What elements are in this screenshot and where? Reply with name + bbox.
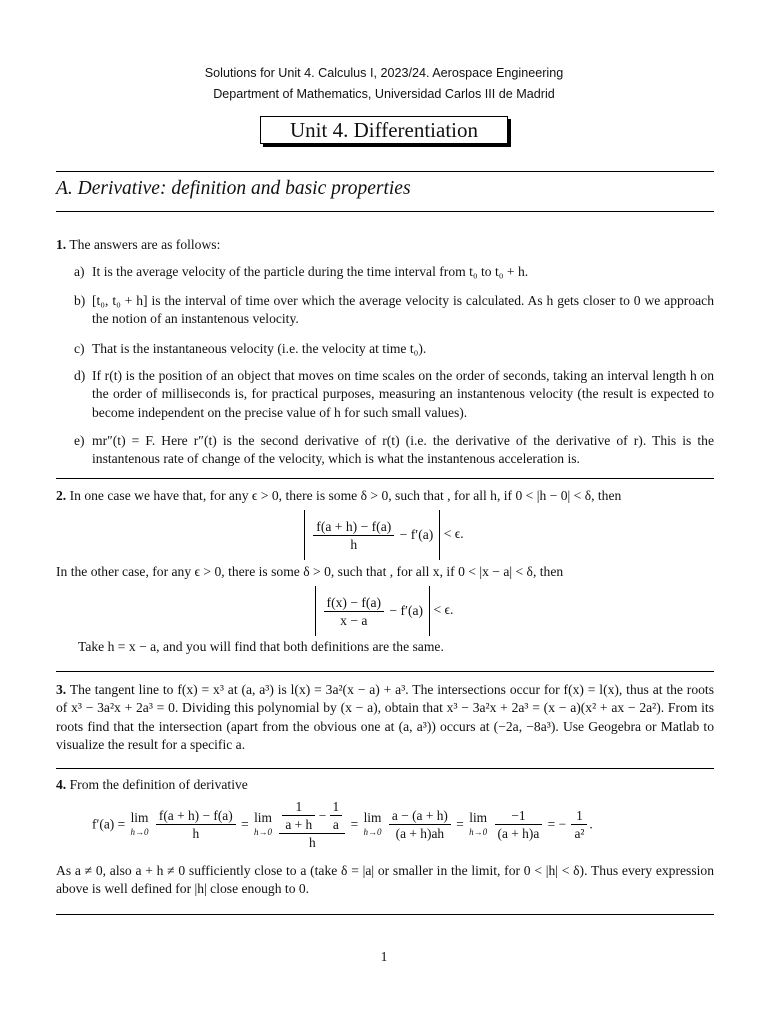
equals: = (241, 816, 249, 832)
denominator: (a + h)ah (395, 826, 445, 841)
fraction (282, 798, 315, 833)
denominator: h (308, 835, 316, 850)
numerator: f(a + h) − f(a) (156, 807, 236, 825)
q4-outro: As a ≠ 0, also a + h ≠ 0 sufficiently close to a (take δ = |a| or smaller in the limit, for 0 < |h| < δ). Thus every expression above is well defined for |h| close enough to 0. (56, 863, 714, 897)
limit (364, 811, 382, 839)
fraction (330, 798, 343, 833)
lim-text: lim (254, 809, 272, 825)
numerator (279, 798, 345, 834)
q4-equation: f′(a) = lim h→0 $\frac{f(a + h) - f(a)}{h}$ = lim h→0 $\frac{1}{a + h}$ − $\frac{1}{a}$ h = lim h→0 $\frac{a - (a + h)}{(a + h)ah}$ = lim h→0 $\frac{-1}{(a + h)a}$ = − $\frac{1}{\text{a²}}$ . (92, 799, 593, 850)
fraction (389, 807, 451, 842)
q4-intro (56, 776, 714, 794)
fraction (324, 594, 384, 629)
q1-item-d (74, 367, 714, 422)
denominator: a² (574, 826, 585, 841)
item-text: [t₀, t₀ + h] is the interval of time over which the average velocity is calculated. As h gets closer to 0 we approach the notion of an instantenous velocity. (92, 293, 714, 327)
eq-end: < ϵ. (433, 602, 454, 618)
abs-value (315, 586, 431, 636)
q2-equation-2 (0, 586, 768, 636)
q1-item-b (74, 292, 714, 329)
q4-intro-text: From the definition of derivative (69, 777, 248, 792)
denominator: h (350, 537, 358, 553)
q4-number: 4. (56, 777, 67, 792)
numerator: a − (a + h) (389, 807, 451, 825)
compound-fraction (279, 798, 345, 851)
header-line-1: Solutions for Unit 4. Calculus I, 2023/24. Aerospace Engineering (204, 66, 564, 80)
q3-number: 3. (56, 682, 67, 697)
numerator: 1 (571, 807, 587, 825)
lim-subscript: h→0 (469, 826, 488, 837)
limit (469, 811, 487, 839)
item-label: c) (74, 341, 85, 356)
eq-lhs: f′(a) = (92, 816, 126, 832)
result-prefix: = − (547, 816, 567, 832)
denominator: a + h (285, 817, 313, 832)
fraction (313, 518, 394, 553)
divider (56, 768, 714, 769)
divider (56, 171, 714, 172)
divider (56, 478, 714, 479)
fraction (495, 807, 543, 842)
page-header (0, 63, 768, 105)
item-label: d) (74, 368, 86, 383)
q3-text: The tangent line to f(x) = x³ at (a, a³) is l(x) = 3a²(x − a) + a³. The intersections occur for f(x) = l(x), thus at the roots of x³ − 3a²x + 2a³ = 0. Dividing this polynomial by (x − a), obtain that x³ − 3a²x + 2a³ = (x − a)(x² + ax − 2a²). From its roots find that the intersection (apart from the obvious one at (a, a³)) occurs at (−2a, −8a³). Use Geogebra or Matlab to visualize the result for a specific a. (56, 682, 714, 753)
item-text: That is the instantaneous velocity (i.e. the velocity at time t₀). (92, 341, 427, 356)
denominator: h (192, 826, 200, 841)
divider (56, 211, 714, 212)
abs-value (304, 510, 440, 560)
denominator: x − a (340, 613, 368, 629)
lim-subscript: h→0 (363, 826, 382, 837)
limit (254, 811, 272, 839)
item-text: It is the average velocity of the particle during the time interval from t₀ to t₀ + h. (92, 264, 529, 279)
q2-line-1 (56, 487, 714, 505)
item-text: mr″(t) = F. Here r″(t) is the second derivative of r(t) (i.e. the derivative of the derivative of r). This is the instantenous rate of change of the velocity, which is what the instantenous acceleration is. (92, 433, 714, 467)
q1-intro-text: The answers are as follows: (69, 237, 221, 252)
eq-term: − f′(a) (389, 603, 424, 618)
fraction (571, 807, 587, 842)
q1-item-a (74, 263, 714, 281)
equals: = (350, 816, 359, 832)
lim-text: lim (363, 809, 382, 825)
eq-term: − f′(a) (399, 527, 434, 542)
lim-subscript: h→0 (130, 826, 149, 837)
eq-end: < ϵ. (443, 526, 464, 542)
section-title: A. Derivative: definition and basic properties (56, 178, 411, 199)
q2-number: 2. (56, 488, 67, 503)
minus: − (318, 808, 327, 823)
unit-title: Unit 4. Differentiation (260, 116, 508, 144)
item-label: b) (74, 293, 86, 308)
item-label: e) (74, 433, 85, 448)
q2-line-3: Take h = x − a, and you will find that both definitions are the same. (78, 639, 444, 654)
header-line-2: Department of Mathematics, Universidad Carlos III de Madrid (213, 87, 555, 101)
lim-subscript: h→0 (254, 826, 272, 837)
q2-equation-1 (0, 510, 768, 560)
q2-line-2: In the other case, for any ϵ > 0, there is some δ > 0, such that , for all x, if 0 < |x − a| < δ, then (56, 564, 564, 579)
divider (56, 671, 714, 672)
limit (131, 811, 149, 839)
numerator: 1 (330, 798, 343, 816)
q1-intro (56, 236, 714, 254)
q2-line-1-text: In one case we have that, for any ϵ > 0, there is some δ > 0, such that , for all h, if 0 < |h − 0| < δ, then (69, 488, 622, 503)
q1-item-e (74, 432, 714, 469)
item-text: If r(t) is the position of an object that moves on time scales on the order of seconds, taking an interval length h on the order of milliseconds is, for practical purposes, measuring an instantenous velocity (the result is expected to become independent on the precise value of h for such small values). (92, 368, 714, 420)
item-label: a) (74, 264, 85, 279)
divider (56, 914, 714, 915)
numerator: 1 (282, 798, 315, 816)
numerator: f(a + h) − f(a) (313, 518, 394, 536)
lim-text: lim (130, 809, 149, 825)
numerator: f(x) − f(a) (324, 594, 384, 612)
q1-number: 1. (56, 237, 67, 252)
numerator: −1 (495, 807, 543, 825)
q3-paragraph (56, 681, 714, 754)
q1-item-c (74, 340, 714, 358)
page-number: 1 (380, 949, 388, 964)
denominator: a (332, 817, 339, 832)
denominator: (a + h)a (497, 826, 540, 841)
fraction (156, 807, 236, 842)
lim-text: lim (469, 809, 488, 825)
equals: = (456, 816, 464, 832)
